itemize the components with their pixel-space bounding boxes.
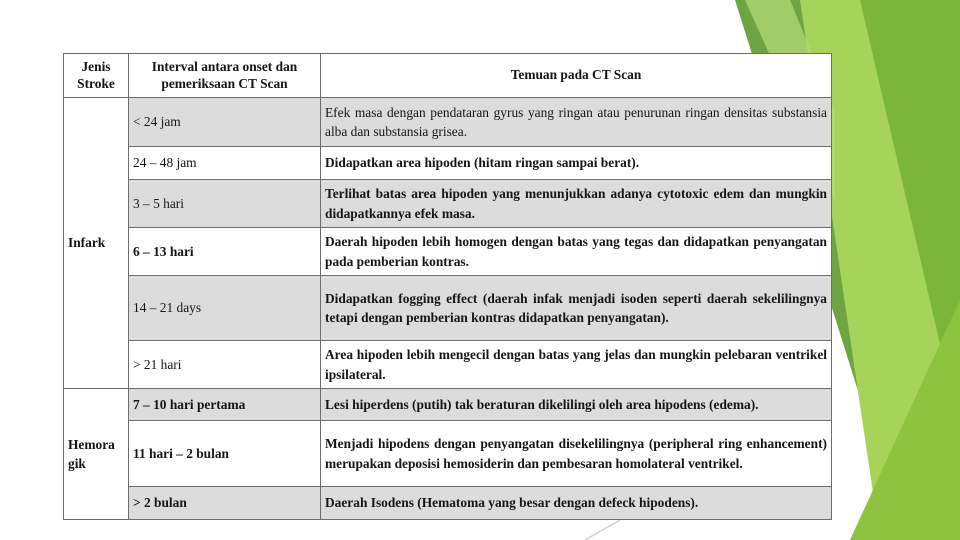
- finding-cell: Menjadi hipodens dengan penyangatan disekelilingnya (peripheral ring enhancement) merupakan deposisi hemosiderin dan pembesaran homolateral ventrikel.: [321, 421, 832, 487]
- group-name-hemoragik-line2: gik: [68, 456, 86, 471]
- group-name-hemoragik-line1: Hemora: [68, 436, 115, 452]
- finding-cell: Didapatkan fogging effect (daerah infak menjadi isoden seperti daerah sekelilingnya tetapi dengan pemberian kontras didapatkan penyangatan).: [321, 276, 832, 341]
- table-row: [64, 180, 832, 228]
- header-jenis-stroke: [64, 54, 129, 98]
- header-jenis-line1: Jenis: [81, 58, 111, 74]
- interval-cell: 6 – 13 hari: [129, 228, 321, 276]
- interval-cell: > 2 bulan: [129, 487, 321, 520]
- finding-cell: Efek masa dengan pendataran gyrus yang ringan atau penurunan ringan densitas substansia alba dan substansia grisea.: [321, 98, 832, 147]
- group-name-hemoragik: [64, 389, 129, 520]
- grey-accent-line: [585, 520, 620, 540]
- interval-cell: 7 – 10 hari pertama: [129, 389, 321, 421]
- finding-cell: Lesi hiperdens (putih) tak beraturan dikelilingi oleh area hipodens (edema).: [321, 389, 832, 421]
- finding-cell: Daerah hipoden lebih homogen dengan batas yang tegas dan didapatkan penyangatan pada pemberian kontras.: [321, 228, 832, 276]
- table-row: [64, 389, 832, 421]
- table-row: [64, 228, 832, 276]
- header-jenis-line2: Stroke: [77, 75, 115, 91]
- interval-cell: 3 – 5 hari: [129, 180, 321, 228]
- finding-cell: Terlihat batas area hipoden yang menunjukkan adanya cytotoxic edem dan mungkin didapatkannya efek masa.: [321, 180, 832, 228]
- table-row: [64, 341, 832, 389]
- header-row: [64, 54, 832, 98]
- header-interval-line2: pemeriksaan CT Scan: [161, 75, 288, 91]
- interval-cell: 11 hari – 2 bulan: [129, 421, 321, 487]
- table-row: [64, 421, 832, 487]
- interval-cell: 24 – 48 jam: [129, 147, 321, 180]
- finding-cell: Daerah Isodens (Hematoma yang besar dengan defeck hipodens).: [321, 487, 832, 520]
- slide-body: [63, 53, 831, 515]
- interval-cell: < 24 jam: [129, 98, 321, 147]
- finding-cell: Didapatkan area hipoden (hitam ringan sampai berat).: [321, 147, 832, 180]
- interval-cell: 14 – 21 days: [129, 276, 321, 341]
- header-temuan: Temuan pada CT Scan: [321, 54, 832, 98]
- table-row: [64, 276, 832, 341]
- table-row: [64, 487, 832, 520]
- header-interval: [129, 54, 321, 98]
- group-name-infark: Infark: [64, 98, 129, 389]
- table-row: [64, 98, 832, 147]
- ct-scan-table: [63, 53, 832, 520]
- finding-cell: Area hipoden lebih mengecil dengan batas yang jelas dan mungkin pelebaran ventrikel ipsilateral.: [321, 341, 832, 389]
- table-row: [64, 147, 832, 180]
- interval-cell: > 21 hari: [129, 341, 321, 389]
- header-interval-line1: Interval antara onset dan: [151, 58, 298, 74]
